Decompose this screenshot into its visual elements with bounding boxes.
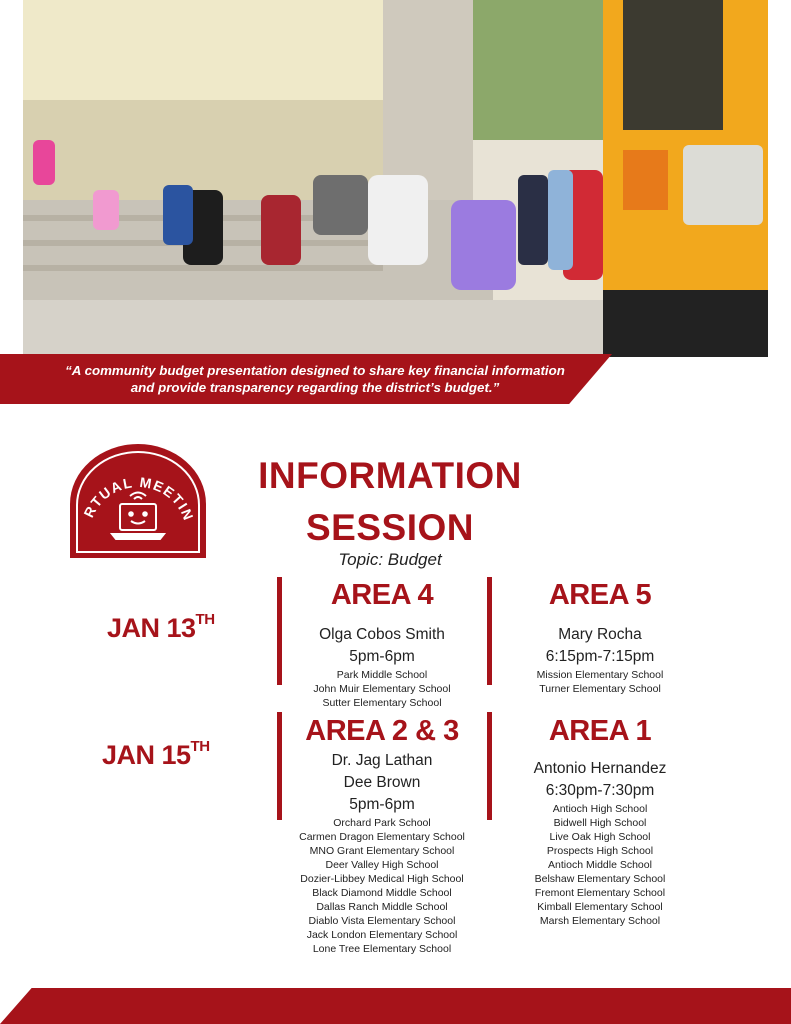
school-item: Sutter Elementary School <box>322 697 442 709</box>
school-item: Turner Elementary School <box>539 683 661 695</box>
area-time: 6:30pm-7:30pm <box>545 782 655 799</box>
footer-band <box>0 988 791 1024</box>
topic: Topic: Budget <box>338 550 442 569</box>
area-time: 6:15pm-7:15pm <box>545 648 655 665</box>
area-person: Mary Rocha <box>558 626 642 643</box>
school-item: Dozier-Libbey Medical High School <box>300 873 464 885</box>
date-suffix: TH <box>190 738 210 755</box>
school-item: Prospects High School <box>546 845 654 857</box>
school-item: Live Oak High School <box>549 831 651 843</box>
school-item: Park Middle School <box>336 669 428 681</box>
area-person: Dr. Jag Lathan <box>331 752 433 769</box>
quote-text: “A community budget presentation designed to share key financial information and provide transparency regarding the district’s budget.” <box>65 363 565 395</box>
school-item: Antioch High School <box>552 803 648 815</box>
school-item: Marsh Elementary School <box>539 915 661 927</box>
area-1-block <box>490 714 710 928</box>
school-item: Jack London Elementary School <box>306 929 458 941</box>
date-jan-13 <box>107 613 215 644</box>
area-title: AREA 2 & 3 <box>305 715 459 747</box>
school-item: Kimball Elementary School <box>537 901 663 913</box>
school-item: Dallas Ranch Middle School <box>316 901 448 913</box>
school-item: Lone Tree Elementary School <box>312 943 452 955</box>
area-time: 5pm-6pm <box>349 648 415 665</box>
school-item: Carmen Dragon Elementary School <box>299 831 465 843</box>
area-4-block <box>272 578 492 710</box>
area-time: 5pm-6pm <box>349 796 415 813</box>
school-item: Belshaw Elementary School <box>534 873 666 885</box>
area-person: Dee Brown <box>343 774 421 791</box>
title-line-1: INFORMATION <box>258 455 522 496</box>
date-suffix: TH <box>195 611 215 628</box>
hero-photo <box>23 0 768 357</box>
date-main: JAN 15 <box>102 740 191 770</box>
virtual-meeting-badge <box>68 442 208 560</box>
area-person: Olga Cobos Smith <box>319 626 445 643</box>
school-item: Black Diamond Middle School <box>312 887 452 899</box>
school-item: Antioch Middle School <box>548 859 652 871</box>
school-item: MNO Grant Elementary School <box>309 845 455 857</box>
school-item: Deer Valley High School <box>325 859 439 871</box>
school-item: John Muir Elementary School <box>313 683 451 695</box>
area-title: AREA 1 <box>548 715 652 747</box>
area-5-block <box>490 578 710 696</box>
area-title: AREA 4 <box>330 579 434 611</box>
school-item: Orchard Park School <box>333 817 431 829</box>
area-title: AREA 5 <box>548 579 652 611</box>
area-person: Antonio Hernandez <box>533 760 667 777</box>
school-item: Mission Elementary School <box>536 669 664 681</box>
badge-text: RTUAL MEETIN <box>80 473 198 524</box>
school-item: Bidwell High School <box>553 817 647 829</box>
school-item: Fremont Elementary School <box>534 887 666 899</box>
area-2-3-block <box>272 714 492 956</box>
title-line-2: SESSION <box>306 507 474 548</box>
date-jan-15 <box>102 740 210 771</box>
date-main: JAN 13 <box>107 613 196 643</box>
school-item: Diablo Vista Elementary School <box>308 915 456 927</box>
